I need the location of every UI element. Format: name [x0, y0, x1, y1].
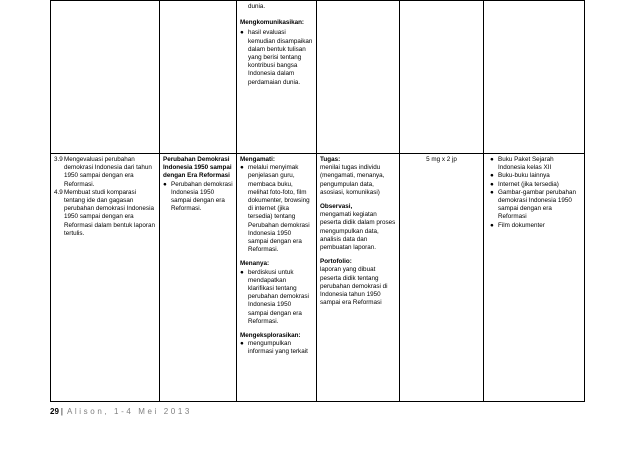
section-heading: Portofolio: — [320, 258, 352, 266]
section-heading: Menanya: — [240, 260, 270, 268]
section-heading: Mengamati: — [240, 156, 275, 163]
bullet-icon: ● — [490, 180, 494, 188]
bullet-icon: ● — [240, 29, 244, 37]
bullet-icon: ● — [240, 340, 244, 348]
list-item: ● hasil evaluasi kemudian disampaikan dalam bentuk tulisan yang berisi tentang kontribusi bangsa Indonesia dalam perdamaian dunia. — [240, 29, 313, 86]
materi-title: Perubahan Demokrasi Indonesia 1950 sampai dengan Era Reformasi — [163, 156, 232, 180]
cell-kompetensi-dasar — [51, 1, 160, 154]
list-item: ● Internet (jika tersedia) — [490, 180, 559, 188]
syllabus-table — [50, 0, 585, 402]
list-item: ● Film dokumenter — [490, 221, 545, 229]
list-item: ● berdiskusi untuk mendapatkan klarifikasi tentang perubahan demokrasi Indonesia 1950 sampai dengan era Reformasi. — [240, 268, 309, 325]
cell-pembelajaran — [237, 154, 317, 402]
section-heading: Observasi, — [320, 203, 353, 211]
cell-kompetensi-dasar — [51, 154, 160, 402]
cell-pembelajaran — [237, 1, 317, 154]
list-item: ● Buku-buku lainnya — [490, 172, 550, 180]
penilaian-text: laporan yang dibuat peserta didik tentang perubahan demokrasi di Indonesia tahun 1950 sampai era Reformasi — [320, 266, 388, 307]
cell-materi-pokok — [160, 154, 237, 402]
bullet-icon: ● — [490, 188, 494, 196]
page-number: 29 — [50, 407, 59, 416]
page-footer — [50, 407, 192, 416]
bullet-icon: ● — [490, 221, 494, 229]
footer-text: Alison, 1-4 Mei 2013 — [66, 407, 192, 416]
list-item: ● Perubahan demokrasi Indonesia 1950 sampai dengan era Reformasi. — [163, 180, 233, 213]
table-row — [51, 1, 585, 154]
footer-separator: | — [60, 407, 63, 416]
section-heading: Mengeksplorasikan: — [240, 332, 301, 340]
bullet-icon: ● — [490, 172, 494, 180]
alokasi-waktu-value: 5 mg x 2 jp — [426, 156, 457, 163]
kd-item: 3.9 Mengevaluasi perubahan demokrasi Indonesia dari tahun 1950 sampai dengan era Reformasi. — [54, 156, 152, 188]
bullet-icon: ● — [240, 164, 244, 172]
section-heading: Tugas: — [320, 156, 341, 163]
list-item: ● melalui menyimak penjelasan guru, membaca buku, melihat foto-foto, film dokumenter, browsing di internet (jika tersedia) tentang Perubahan demokrasi Indonesia 1950 sampai dengan era Reformasi. — [240, 164, 310, 254]
bullet-icon: ● — [240, 268, 244, 276]
cell-materi-pokok — [160, 1, 237, 154]
cell-penilaian — [317, 1, 400, 154]
list-item: ● Gambar-gambar perubahan demokrasi Indonesia 1950 sampai dengan era Reformasi — [490, 188, 577, 221]
cell-penilaian — [317, 154, 400, 402]
penilaian-text: mengamati kegiatan peserta didik dalam proses mengumpulkan data, analisis data dan pembuatan laporan. — [320, 211, 396, 252]
cell-sumber-belajar — [484, 154, 585, 402]
list-item: ● mengumpulkan informasi yang terkait — [240, 340, 308, 356]
list-item: ● Buku Paket Sejarah Indonesia kelas XII — [490, 156, 554, 172]
bullet-icon: ● — [163, 180, 167, 188]
bullet-icon: ● — [490, 156, 494, 163]
cell-alokasi-waktu — [400, 1, 484, 154]
section-heading: Mengkomunikasikan: — [240, 19, 305, 27]
penilaian-text: menilai tugas individu (mengamati, menanya, pengumpulan data, asosiasi, komunikasi) — [320, 164, 385, 196]
kd-item: 4.9 Membuat studi komparasi tentang ide dan gagasan perubahan demokrasi Indonesia 1950 sampai dengan era Reformasi dalam bentuk laporan tertulis. — [54, 188, 156, 237]
cell-sumber-belajar — [484, 1, 585, 154]
continuation-text: dunia. — [248, 3, 266, 10]
table-row — [51, 154, 585, 402]
cell-alokasi-waktu — [400, 154, 484, 402]
